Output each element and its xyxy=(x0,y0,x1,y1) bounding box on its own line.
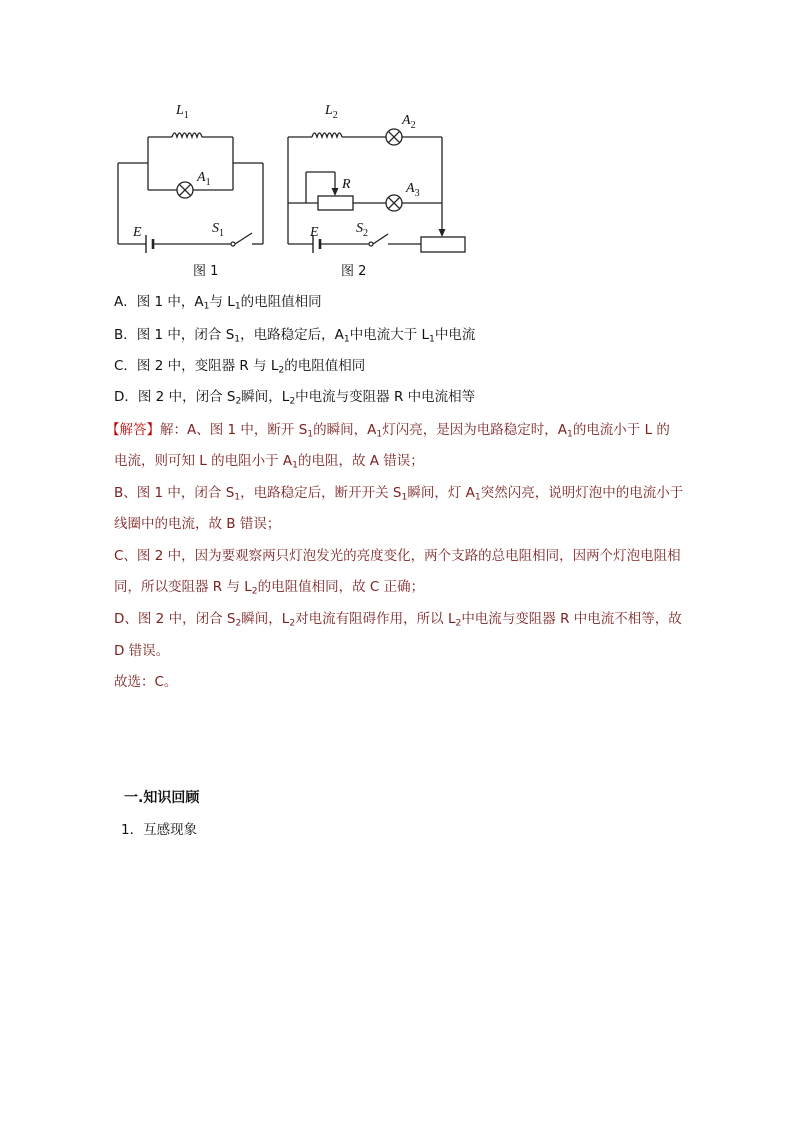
battery-e1-icon xyxy=(146,235,153,253)
rheostat-main-body xyxy=(421,237,465,252)
lamp-a1-icon xyxy=(177,182,193,198)
answer-tag: 【解答】 xyxy=(106,422,160,438)
label-s2: $S_2$ xyxy=(356,221,368,239)
label-l2: $L_2$ xyxy=(325,103,338,121)
answer-line-6: 同，所以变阻器 R 与 $L_2$的电阻值相同，故 C 正确； xyxy=(114,579,425,597)
answer-line-2: 电流，则可知 L 的电阻小于 $A_1$的电阻，故 A 错误； xyxy=(114,453,424,471)
answer-line-5: C、图 2 中，因为要观察两只灯泡发光的亮度变化，两个支路的总电阻相同，因两个灯泡电阻相 xyxy=(114,548,681,564)
option-d: D．图 2 中，闭合 $S_2$瞬间，$L_2$中电流与变阻器 R 中电流相等 xyxy=(114,389,476,407)
answer-line-3: B、图 1 中，闭合 $S_1$，电路稳定后，断开开关 $S_1$瞬间，灯 $A_1$突然闪亮，说明灯泡中的电流小于 xyxy=(114,485,684,503)
rheostat-r-arrow xyxy=(332,188,339,196)
inductor-l2-coil xyxy=(312,133,342,137)
option-c: C．图 2 中，变阻器 R 与 $L_2$的电阻值相同 xyxy=(114,358,366,376)
switch-s1-contact xyxy=(231,242,235,246)
circuit-diagrams-svg xyxy=(110,96,480,286)
label-s1: $S_1$ xyxy=(212,221,224,239)
label-l1: $L_1$ xyxy=(176,103,189,121)
answer-line-1: 【解答】解：A、图 1 中，断开 $S_1$的瞬间，$A_1$灯闪亮，是因为电路稳定时，$A_1$的电流小于 L 的 xyxy=(106,422,670,440)
lamp-a2-icon xyxy=(386,129,402,145)
circuit-figures xyxy=(110,96,480,286)
label-a3: $A_3$ xyxy=(406,181,420,199)
rheostat-main-arrow xyxy=(439,229,446,237)
option-a: A．图 1 中，$A_1$与 $L_1$的电阻值相同 xyxy=(114,294,322,312)
label-r: R xyxy=(342,177,351,192)
answer-line-4: 线圈中的电流，故 B 错误； xyxy=(114,516,281,532)
figure-2-caption: 图 2 xyxy=(341,264,367,279)
rheostat-r-body xyxy=(318,196,353,210)
section-item: 1．互感现象 xyxy=(121,822,198,838)
switch-s2-contact xyxy=(369,242,373,246)
section-title: 一.知识回顾 xyxy=(124,790,200,806)
answer-line-9: 故选：C。 xyxy=(114,674,178,690)
label-a2: $A_2$ xyxy=(402,113,416,131)
label-e1: E xyxy=(133,225,142,240)
label-e2: E xyxy=(310,225,319,240)
answer-line-7: D、图 2 中，闭合 $S_2$瞬间，$L_2$对电流有阻碍作用，所以 $L_2$中电流与变阻器 R 中电流不相等，故 xyxy=(114,611,682,629)
inductor-l1-coil xyxy=(172,133,202,137)
figure-1-caption: 图 1 xyxy=(193,264,219,279)
answer-line-8: D 错误。 xyxy=(114,643,170,659)
option-b: B．图 1 中，闭合 $S_1$，电路稳定后，$A_1$中电流大于 $L_1$中电流 xyxy=(114,327,476,345)
lamp-a3-icon xyxy=(386,195,402,211)
label-a1: $A_1$ xyxy=(197,170,211,188)
